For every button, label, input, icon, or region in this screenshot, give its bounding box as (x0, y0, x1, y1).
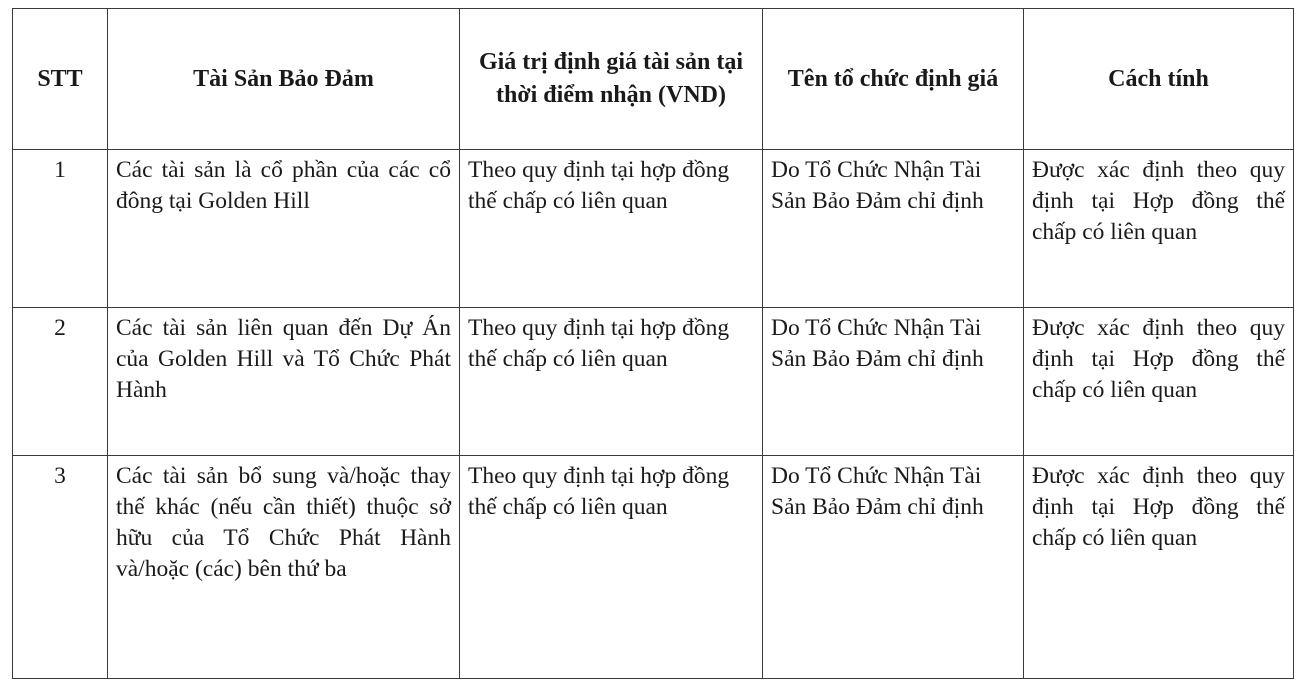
cell-value: Theo quy định tại hợp đồng thế chấp có liên quan (460, 456, 763, 679)
cell-stt: 1 (13, 150, 108, 308)
cell-valuation-org: Do Tổ Chức Nhận Tài Sản Bảo Đảm chỉ định (763, 456, 1024, 679)
header-stt: STT (13, 9, 108, 150)
header-valuation-org: Tên tổ chức định giá (763, 9, 1024, 150)
cell-stt: 2 (13, 308, 108, 456)
table-row (13, 150, 1294, 308)
collateral-table (12, 8, 1294, 679)
document-page (12, 8, 1293, 678)
cell-valuation-org: Do Tổ Chức Nhận Tài Sản Bảo Đảm chỉ định (763, 308, 1024, 456)
cell-stt: 3 (13, 456, 108, 679)
cell-value: Theo quy định tại hợp đồng thế chấp có liên quan (460, 150, 763, 308)
header-asset: Tài Sản Bảo Đảm (108, 9, 460, 150)
cell-method: Được xác định theo quy định tại Hợp đồng thế chấp có liên quan (1024, 456, 1294, 679)
cell-method: Được xác định theo quy định tại Hợp đồng thế chấp có liên quan (1024, 150, 1294, 308)
cell-asset: Các tài sản là cổ phần của các cổ đông tại Golden Hill (108, 150, 460, 308)
cell-asset: Các tài sản liên quan đến Dự Án của Golden Hill và Tổ Chức Phát Hành (108, 308, 460, 456)
cell-method: Được xác định theo quy định tại Hợp đồng thế chấp có liên quan (1024, 308, 1294, 456)
table-row (13, 456, 1294, 679)
table-header-row (13, 9, 1294, 150)
header-method: Cách tính (1024, 9, 1294, 150)
table-row (13, 308, 1294, 456)
cell-valuation-org: Do Tổ Chức Nhận Tài Sản Bảo Đảm chỉ định (763, 150, 1024, 308)
cell-asset: Các tài sản bổ sung và/hoặc thay thế khác (nếu cần thiết) thuộc sở hữu của Tổ Chức Phát Hành và/hoặc (các) bên thứ ba (108, 456, 460, 679)
header-value: Giá trị định giá tài sản tại thời điểm nhận (VND) (460, 9, 763, 150)
cell-value: Theo quy định tại hợp đồng thế chấp có liên quan (460, 308, 763, 456)
